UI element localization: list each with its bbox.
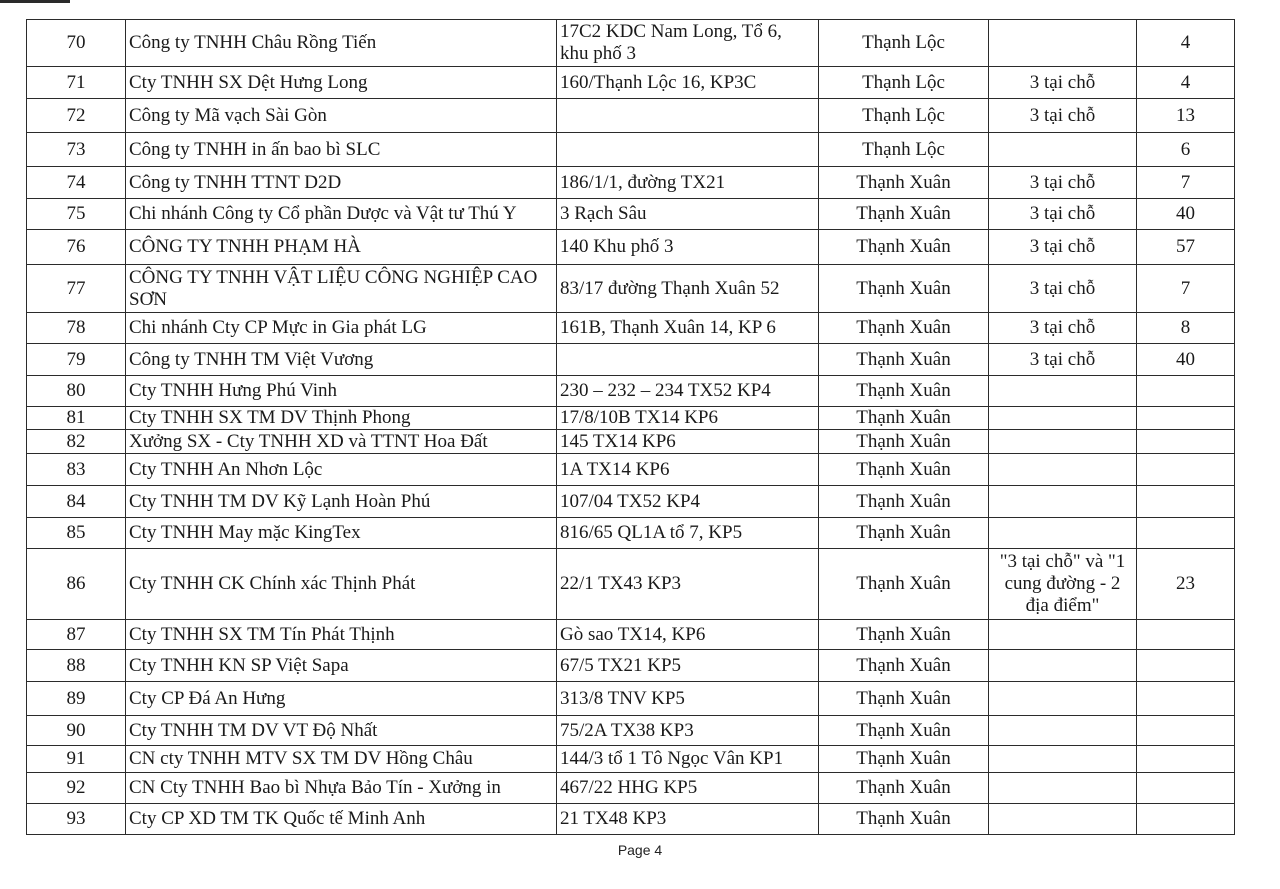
company-name: Cty TNHH An Nhơn Lộc	[126, 454, 557, 486]
table-row	[27, 518, 1235, 549]
row-number: 87	[27, 620, 126, 650]
worker-count	[1137, 650, 1235, 682]
table-row	[27, 376, 1235, 407]
arrangement	[989, 407, 1137, 430]
company-address	[557, 133, 819, 167]
worker-count: 23	[1137, 549, 1235, 620]
worker-count	[1137, 518, 1235, 549]
company-name: Công ty TNHH in ấn bao bì SLC	[126, 133, 557, 167]
company-name: Công ty TNHH TTNT D2D	[126, 167, 557, 199]
worker-count	[1137, 407, 1235, 430]
ward: Thạnh Xuân	[819, 265, 989, 313]
row-number: 91	[27, 746, 126, 773]
arrangement	[989, 20, 1137, 67]
company-address: 107/04 TX52 KP4	[557, 486, 819, 518]
row-number: 86	[27, 549, 126, 620]
company-address: 3 Rạch Sâu	[557, 199, 819, 230]
scan-top-mark	[0, 0, 70, 3]
row-number: 90	[27, 716, 126, 746]
table-row	[27, 620, 1235, 650]
ward: Thạnh Xuân	[819, 620, 989, 650]
arrangement: 3 tại chỗ	[989, 230, 1137, 265]
company-name: Cty TNHH SX Dệt Hưng Long	[126, 67, 557, 99]
company-address: 145 TX14 KP6	[557, 430, 819, 454]
company-name: Chi nhánh Công ty Cổ phần Dược và Vật tư Thú Y	[126, 199, 557, 230]
company-address: 1A TX14 KP6	[557, 454, 819, 486]
ward: Thạnh Lộc	[819, 99, 989, 133]
company-name: Công ty Mã vạch Sài Gòn	[126, 99, 557, 133]
company-address: 17C2 KDC Nam Long, Tổ 6, khu phố 3	[557, 20, 819, 67]
table-row	[27, 199, 1235, 230]
row-number: 78	[27, 313, 126, 344]
row-number: 73	[27, 133, 126, 167]
ward: Thạnh Xuân	[819, 650, 989, 682]
table-row	[27, 773, 1235, 804]
arrangement	[989, 716, 1137, 746]
company-name: CN Cty TNHH Bao bì Nhựa Bảo Tín - Xưởng in	[126, 773, 557, 804]
arrangement	[989, 133, 1137, 167]
arrangement: "3 tại chỗ" và "1 cung đường - 2 địa điểm"	[989, 549, 1137, 620]
arrangement	[989, 650, 1137, 682]
table-row	[27, 20, 1235, 67]
worker-count: 13	[1137, 99, 1235, 133]
arrangement: 3 tại chỗ	[989, 199, 1137, 230]
row-number: 82	[27, 430, 126, 454]
company-name: Cty TNHH Hưng Phú Vinh	[126, 376, 557, 407]
arrangement	[989, 518, 1137, 549]
table-row	[27, 407, 1235, 430]
arrangement	[989, 454, 1137, 486]
arrangement: 3 tại chỗ	[989, 265, 1137, 313]
row-number: 72	[27, 99, 126, 133]
table-row	[27, 746, 1235, 773]
row-number: 88	[27, 650, 126, 682]
company-name: CÔNG TY TNHH PHẠM HÀ	[126, 230, 557, 265]
company-name: Chi nhánh Cty CP Mực in Gia phát LG	[126, 313, 557, 344]
row-number: 77	[27, 265, 126, 313]
worker-count: 4	[1137, 20, 1235, 67]
worker-count: 4	[1137, 67, 1235, 99]
company-address: 140 Khu phố 3	[557, 230, 819, 265]
table-row	[27, 99, 1235, 133]
table-row	[27, 67, 1235, 99]
company-address: 160/Thạnh Lộc 16, KP3C	[557, 67, 819, 99]
table-row	[27, 650, 1235, 682]
company-name: Cty TNHH TM DV Kỹ Lạnh Hoàn Phú	[126, 486, 557, 518]
worker-count	[1137, 430, 1235, 454]
company-name: Công ty TNHH Châu Rồng Tiến	[126, 20, 557, 67]
ward: Thạnh Xuân	[819, 376, 989, 407]
company-address: 313/8 TNV KP5	[557, 682, 819, 716]
arrangement	[989, 620, 1137, 650]
ward: Thạnh Xuân	[819, 518, 989, 549]
table-row	[27, 167, 1235, 199]
company-name: Cty CP XD TM TK Quốc tế Minh Anh	[126, 804, 557, 835]
company-address: Gò sao TX14, KP6	[557, 620, 819, 650]
ward: Thạnh Lộc	[819, 67, 989, 99]
ward: Thạnh Xuân	[819, 486, 989, 518]
company-address: 161B, Thạnh Xuân 14, KP 6	[557, 313, 819, 344]
company-name: Công ty TNHH TM Việt Vương	[126, 344, 557, 376]
row-number: 89	[27, 682, 126, 716]
worker-count: 7	[1137, 265, 1235, 313]
worker-count: 6	[1137, 133, 1235, 167]
table-row	[27, 716, 1235, 746]
company-address	[557, 99, 819, 133]
company-address	[557, 344, 819, 376]
row-number: 80	[27, 376, 126, 407]
row-number: 74	[27, 167, 126, 199]
table-row	[27, 486, 1235, 518]
arrangement	[989, 682, 1137, 716]
company-address: 22/1 TX43 KP3	[557, 549, 819, 620]
table-row	[27, 804, 1235, 835]
ward: Thạnh Xuân	[819, 407, 989, 430]
worker-count: 57	[1137, 230, 1235, 265]
row-number: 70	[27, 20, 126, 67]
ward: Thạnh Xuân	[819, 549, 989, 620]
company-table	[26, 19, 1235, 835]
company-name: Cty TNHH SX TM Tín Phát Thịnh	[126, 620, 557, 650]
worker-count	[1137, 716, 1235, 746]
ward: Thạnh Xuân	[819, 167, 989, 199]
ward: Thạnh Lộc	[819, 133, 989, 167]
row-number: 85	[27, 518, 126, 549]
company-name: CN cty TNHH MTV SX TM DV Hồng Châu	[126, 746, 557, 773]
ward: Thạnh Xuân	[819, 682, 989, 716]
company-address: 75/2A TX38 KP3	[557, 716, 819, 746]
company-address: 21 TX48 KP3	[557, 804, 819, 835]
company-name: Cty TNHH May mặc KingTex	[126, 518, 557, 549]
worker-count: 7	[1137, 167, 1235, 199]
worker-count	[1137, 454, 1235, 486]
row-number: 83	[27, 454, 126, 486]
row-number: 84	[27, 486, 126, 518]
company-name: Cty TNHH TM DV VT Độ Nhất	[126, 716, 557, 746]
row-number: 76	[27, 230, 126, 265]
worker-count	[1137, 376, 1235, 407]
worker-count	[1137, 773, 1235, 804]
worker-count: 8	[1137, 313, 1235, 344]
table-row	[27, 549, 1235, 620]
arrangement	[989, 430, 1137, 454]
company-address: 816/65 QL1A tổ 7, KP5	[557, 518, 819, 549]
ward: Thạnh Xuân	[819, 454, 989, 486]
arrangement: 3 tại chỗ	[989, 313, 1137, 344]
ward: Thạnh Xuân	[819, 716, 989, 746]
arrangement	[989, 746, 1137, 773]
worker-count	[1137, 486, 1235, 518]
worker-count	[1137, 804, 1235, 835]
row-number: 79	[27, 344, 126, 376]
company-address: 144/3 tổ 1 Tô Ngọc Vân KP1	[557, 746, 819, 773]
worker-count	[1137, 746, 1235, 773]
ward: Thạnh Xuân	[819, 804, 989, 835]
ward: Thạnh Xuân	[819, 746, 989, 773]
company-name: CÔNG TY TNHH VẬT LIỆU CÔNG NGHIỆP CAO SƠN	[126, 265, 557, 313]
row-number: 71	[27, 67, 126, 99]
table-row	[27, 344, 1235, 376]
arrangement: 3 tại chỗ	[989, 167, 1137, 199]
ward: Thạnh Xuân	[819, 344, 989, 376]
row-number: 81	[27, 407, 126, 430]
arrangement: 3 tại chỗ	[989, 67, 1137, 99]
table-row	[27, 230, 1235, 265]
company-address: 186/1/1, đường TX21	[557, 167, 819, 199]
worker-count: 40	[1137, 344, 1235, 376]
company-name: Cty TNHH CK Chính xác Thịnh Phát	[126, 549, 557, 620]
company-name: Xưởng SX - Cty TNHH XD và TTNT Hoa Đất	[126, 430, 557, 454]
row-number: 93	[27, 804, 126, 835]
arrangement	[989, 804, 1137, 835]
worker-count	[1137, 620, 1235, 650]
company-address: 67/5 TX21 KP5	[557, 650, 819, 682]
ward: Thạnh Xuân	[819, 230, 989, 265]
arrangement: 3 tại chỗ	[989, 344, 1137, 376]
company-name: Cty TNHH KN SP Việt Sapa	[126, 650, 557, 682]
ward: Thạnh Xuân	[819, 199, 989, 230]
table-row	[27, 265, 1235, 313]
arrangement	[989, 486, 1137, 518]
arrangement	[989, 376, 1137, 407]
table-row	[27, 454, 1235, 486]
table-row	[27, 313, 1235, 344]
table-body	[27, 20, 1235, 835]
ward: Thạnh Lộc	[819, 20, 989, 67]
arrangement	[989, 773, 1137, 804]
company-address: 83/17 đường Thạnh Xuân 52	[557, 265, 819, 313]
ward: Thạnh Xuân	[819, 773, 989, 804]
company-address: 467/22 HHG KP5	[557, 773, 819, 804]
company-address: 17/8/10B TX14 KP6	[557, 407, 819, 430]
table-row	[27, 133, 1235, 167]
row-number: 92	[27, 773, 126, 804]
table-row	[27, 682, 1235, 716]
table-row	[27, 430, 1235, 454]
row-number: 75	[27, 199, 126, 230]
company-name: Cty CP Đá An Hưng	[126, 682, 557, 716]
page-number: Page 4	[617, 842, 663, 858]
company-name: Cty TNHH SX TM DV Thịnh Phong	[126, 407, 557, 430]
ward: Thạnh Xuân	[819, 313, 989, 344]
worker-count: 40	[1137, 199, 1235, 230]
worker-count	[1137, 682, 1235, 716]
ward: Thạnh Xuân	[819, 430, 989, 454]
arrangement: 3 tại chỗ	[989, 99, 1137, 133]
company-address: 230 – 232 – 234 TX52 KP4	[557, 376, 819, 407]
